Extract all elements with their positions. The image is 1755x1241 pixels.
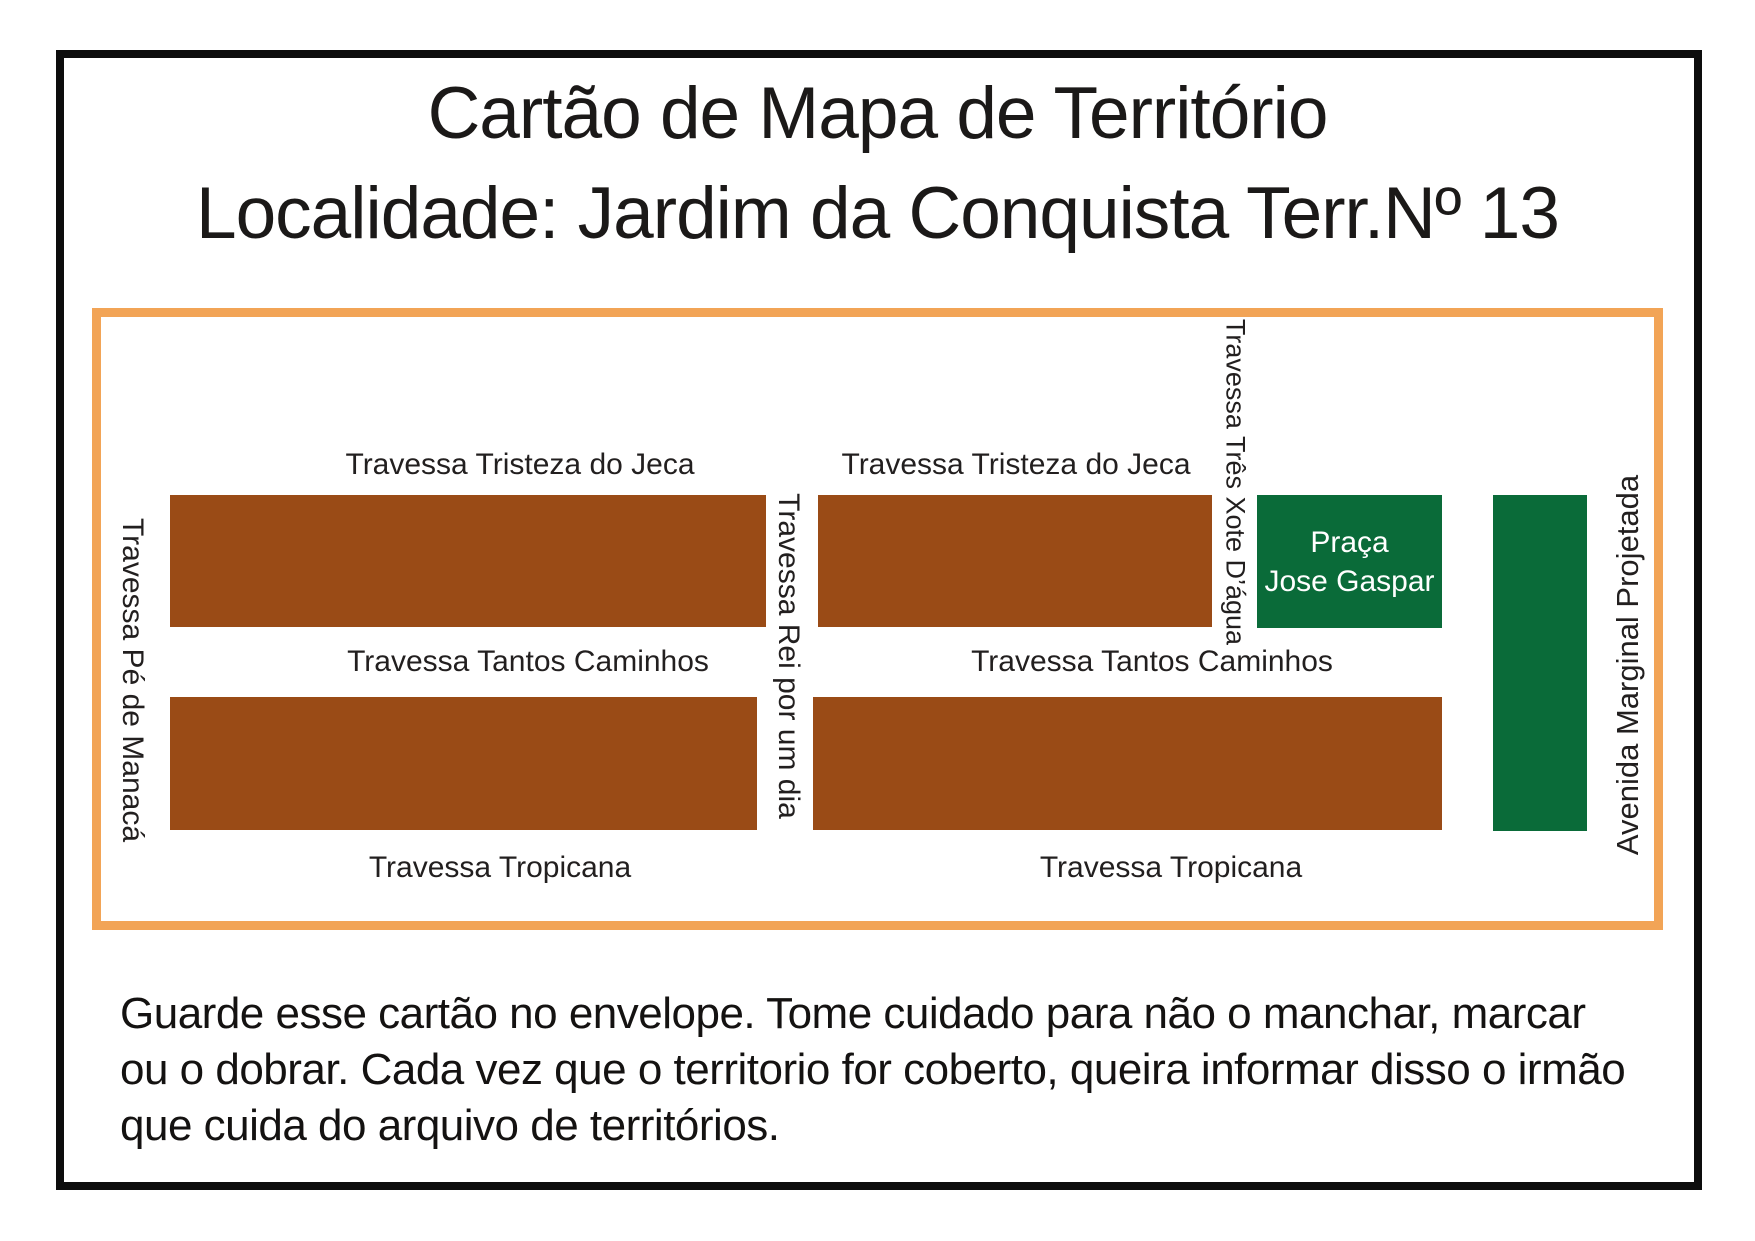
street-label-travessa-pe-de-manaca: Travessa Pé de Manacá xyxy=(116,517,149,843)
street-label-travessa-tropicana-west: Travessa Tropicana xyxy=(368,851,632,884)
street-label-travessa-tres-xote-dagua: Travessa Três Xote D’água xyxy=(1220,318,1251,646)
praca-label-line1: Praça xyxy=(1310,525,1389,559)
city-block-southeast xyxy=(813,697,1442,830)
street-label-travessa-rei-por-um-dia: Travessa Rei por um dia xyxy=(772,493,805,819)
page-title-line2: Localidade: Jardim da Conquista Terr.Nº 13 xyxy=(195,173,1559,254)
page-title-line1: Cartão de Mapa de Território xyxy=(427,73,1328,154)
street-label-travessa-tantos-caminhos-west: Travessa Tantos Caminhos xyxy=(347,645,709,678)
city-block-north-middle xyxy=(818,495,1212,627)
city-block-southwest xyxy=(170,697,757,830)
street-label-travessa-tropicana-east: Travessa Tropicana xyxy=(1039,851,1303,884)
street-label-avenida-marginal-projetada: Avenida Marginal Projetada xyxy=(1610,474,1645,856)
city-block-northwest xyxy=(170,495,766,627)
park-praca-jose-gaspar xyxy=(1257,495,1442,628)
street-label-travessa-tantos-caminhos-east: Travessa Tantos Caminhos xyxy=(971,645,1333,678)
footer-note-line3: que cuida do arquivo de territórios. xyxy=(120,1101,780,1150)
footer-note-line1: Guarde esse cartão no envelope. Tome cuidado para não o manchar, marcar xyxy=(120,989,1586,1038)
territory-map xyxy=(92,308,1663,930)
footer-note xyxy=(120,986,1625,1154)
praca-label-line2: Jose Gaspar xyxy=(1264,564,1435,598)
park-strip-east xyxy=(1493,495,1587,831)
street-label-travessa-tristeza-do-jeca-west: Travessa Tristeza do Jeca xyxy=(345,448,695,481)
card-title xyxy=(0,64,1755,264)
footer-note-line2: ou o dobrar. Cada vez que o territorio for coberto, queira informar disso o irmão xyxy=(120,1045,1626,1094)
street-label-travessa-tristeza-do-jeca-east: Travessa Tristeza do Jeca xyxy=(841,448,1191,481)
